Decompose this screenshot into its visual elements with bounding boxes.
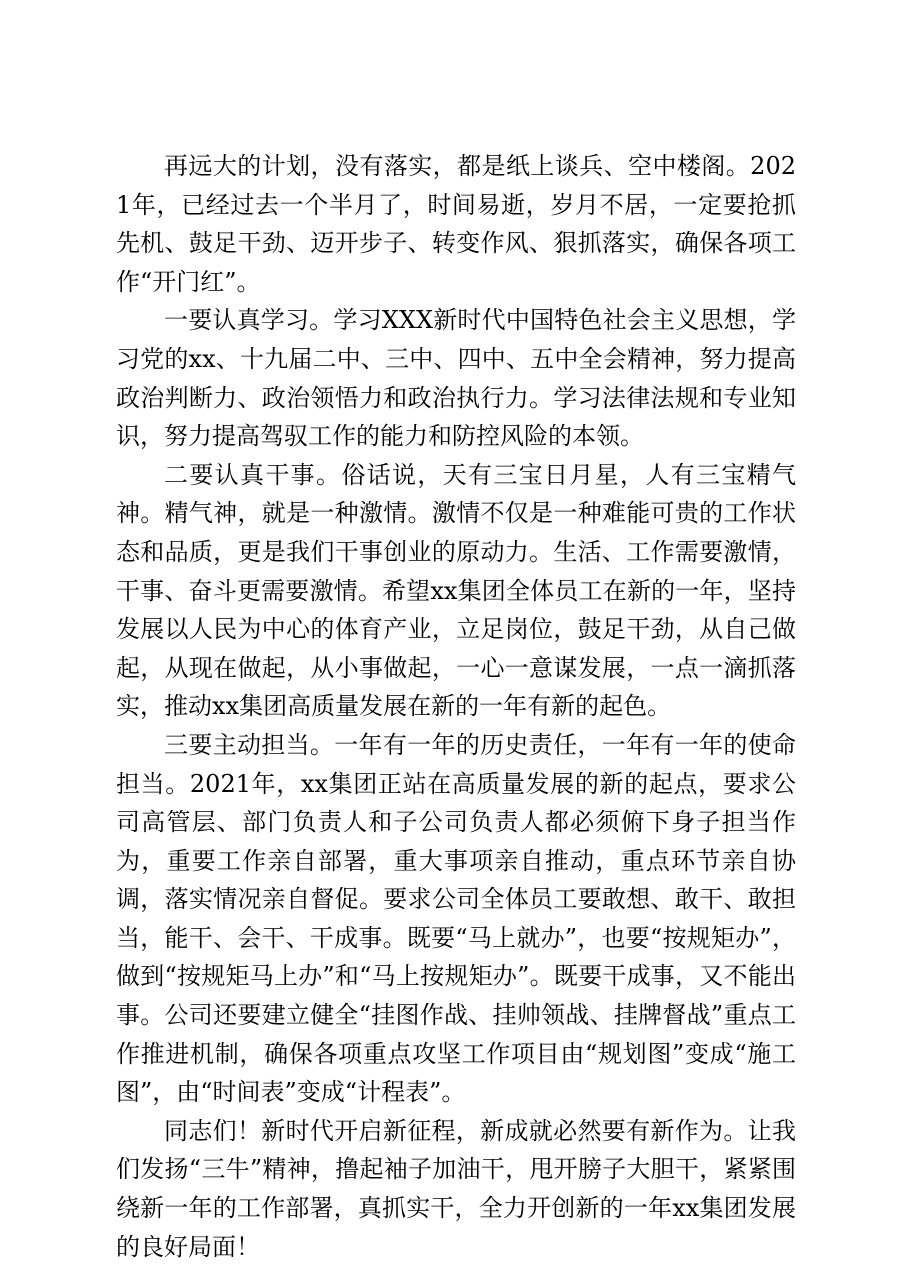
- document-body: [116, 147, 796, 1266]
- paragraph-study: 一要认真学习。学习XXX新时代中国特色社会主义思想，学习党的xx、十九届二中、三中、四中、五中全会精神，努力提高政治判断力、政治领悟力和政治执行力。学习法律法规和专业知识，努力提高驾驭工作的能力和防控风险的本领。: [116, 306, 796, 451]
- paragraph-work: 二要认真干事。俗话说，天有三宝日月星，人有三宝精气神。精气神，就是一种激情。激情不仅是一种难能可贵的工作状态和品质，更是我们干事创业的原动力。生活、工作需要激情，干事、奋斗更需要激情。希望xx集团全体员工在新的一年，坚持发展以人民为中心的体育产业，立足岗位，鼓足干劲，从自己做起，从现在做起，从小事做起，一心一意谋发展，一点一滴抓落实，推动xx集团高质量发展在新的一年有新的起色。: [116, 460, 796, 721]
- paragraph-closing: 同志们！新时代开启新征程，新成就必然要有新作为。让我们发扬“三牛”精神，撸起袖子加油干，甩开膀子大胆干，紧紧围绕新一年的工作部署，真抓实干，全力开创新的一年xx集团发展的良好局面！: [116, 1116, 796, 1261]
- paragraph-responsibility: 三要主动担当。一年有一年的历史责任，一年有一年的使命担当。2021年，xx集团正站在高质量发展的新的起点，要求公司高管层、部门负责人和子公司负责人都必须俯下身子担当作为，重要工作亲自部署，重大事项亲自推动，重点环节亲自协调，落实情况亲自督促。要求公司全体员工要敢想、敢干、敢担当，能干、会干、干成事。既要“马上就办”，也要“按规矩办”，做到“按规矩马上办”和“马上按规矩办”。既要干成事，又不能出事。公司还要建立健全“挂图作战、挂帅领战、挂牌督战”重点工作推进机制，确保各项重点攻坚工作项目由“规划图”变成“施工图”，由“时间表”变成“计程表”。: [116, 730, 796, 1107]
- paragraph-intro: 再远大的计划，没有落实，都是纸上谈兵、空中楼阁。2021年，已经过去一个半月了，时间易逝，岁月不居，一定要抢抓先机、鼓足干劲、迈开步子、转变作风、狠抓落实，确保各项工作“开门红”。: [116, 152, 796, 296]
